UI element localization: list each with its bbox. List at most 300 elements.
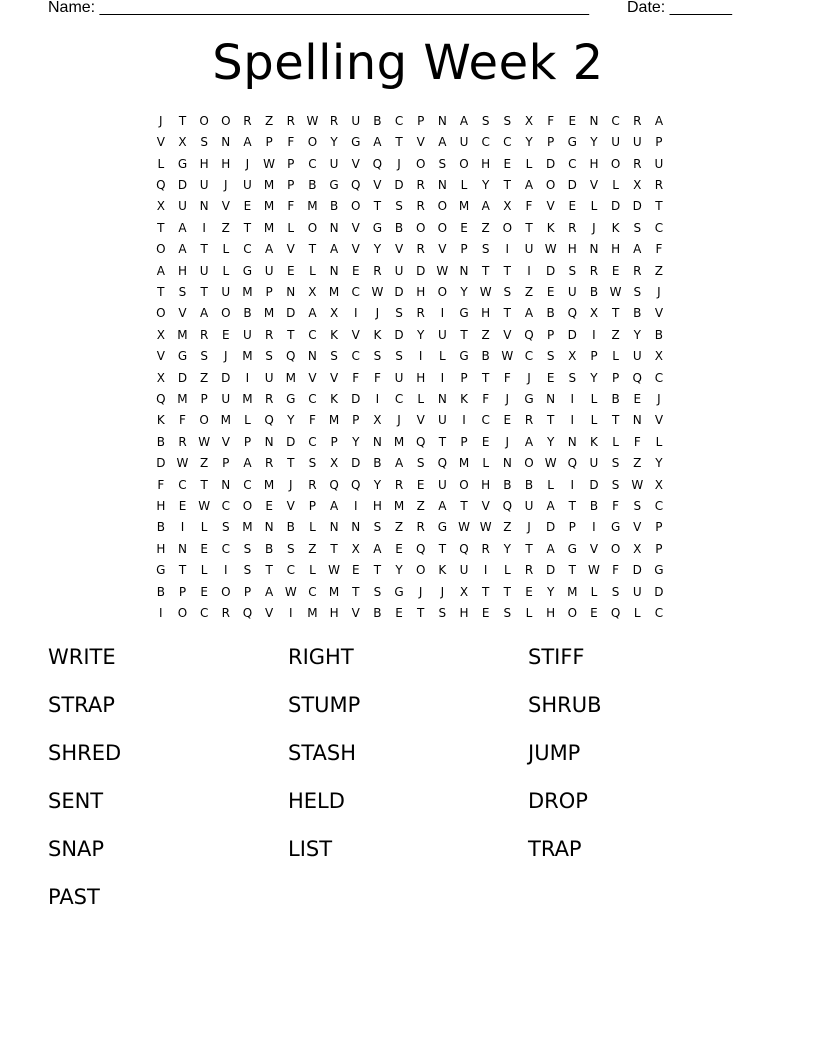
grid-letter: S: [265, 349, 273, 364]
grid-letter: N: [567, 434, 577, 449]
grid-letter: H: [459, 606, 469, 621]
word-list-item: STRAP: [48, 693, 115, 717]
grid-letter: T: [308, 242, 317, 257]
grid-letter: T: [525, 541, 533, 556]
grid-letter: E: [395, 541, 403, 556]
grid-letter: F: [612, 499, 620, 514]
grid-letter: E: [590, 606, 598, 621]
grid-letter: P: [222, 456, 230, 471]
grid-letter: V: [308, 370, 317, 385]
grid-letter: T: [568, 499, 576, 514]
grid-letter: S: [243, 563, 252, 578]
grid-row: [150, 174, 670, 195]
grid-letter: T: [438, 541, 447, 556]
grid-letter: E: [395, 606, 403, 621]
grid-letter: Y: [482, 177, 490, 192]
grid-letter: H: [156, 499, 166, 514]
grid-letter: U: [611, 135, 620, 150]
grid-letter: Y: [655, 456, 663, 471]
grid-letter: I: [202, 220, 206, 235]
grid-letter: V: [178, 306, 187, 321]
grid-letter: G: [351, 135, 361, 150]
grid-letter: I: [592, 327, 596, 342]
grid-letter: F: [157, 477, 165, 492]
grid-letter: B: [654, 327, 664, 342]
grid-letter: X: [351, 541, 360, 556]
grid-letter: L: [157, 156, 165, 171]
grid-letter: P: [265, 135, 273, 150]
grid-letter: V: [546, 199, 555, 214]
grid-letter: X: [568, 349, 577, 364]
grid-letter: G: [329, 177, 339, 192]
grid-letter: Y: [590, 135, 598, 150]
grid-letter: M: [177, 391, 188, 406]
grid-letter: I: [570, 477, 575, 492]
grid-letter: T: [482, 263, 490, 278]
grid-letter: T: [460, 327, 468, 342]
grid-letter: T: [611, 306, 620, 321]
grid-letter: D: [177, 177, 188, 192]
grid-letter: R: [329, 113, 339, 128]
grid-letter: C: [568, 156, 577, 171]
grid-letter: M: [458, 456, 470, 471]
grid-letter: N: [221, 477, 231, 492]
grid-letter: D: [610, 199, 621, 214]
grid-letter: L: [503, 563, 511, 578]
grid-letter: O: [415, 156, 426, 171]
grid-letter: C: [654, 606, 664, 621]
grid-letter: D: [632, 563, 642, 578]
grid-letter: U: [524, 242, 534, 257]
grid-row: [150, 453, 670, 474]
grid-letter: I: [375, 391, 380, 406]
grid-letter: W: [198, 434, 211, 449]
grid-letter: F: [287, 199, 295, 214]
grid-letter: G: [437, 520, 448, 535]
grid-letter: L: [590, 199, 598, 214]
grid-letter: Z: [308, 541, 317, 556]
grid-letter: H: [567, 242, 577, 257]
grid-letter: J: [527, 520, 531, 535]
grid-letter: D: [654, 584, 664, 599]
grid-letter: S: [546, 349, 555, 364]
grid-letter: R: [633, 263, 642, 278]
grid-letter: E: [286, 263, 295, 278]
word-list-item: SHRED: [48, 741, 122, 765]
grid-letter: A: [200, 306, 209, 321]
grid-letter: E: [568, 199, 577, 214]
grid-letter: Z: [503, 520, 512, 535]
grid-letter: V: [416, 135, 425, 150]
grid-letter: V: [503, 327, 512, 342]
grid-letter: V: [351, 220, 360, 235]
grid-letter: F: [352, 370, 360, 385]
grid-letter: E: [460, 220, 468, 235]
grid-letter: V: [156, 135, 165, 150]
grid-letter: N: [199, 199, 209, 214]
word-list-item: LIST: [288, 837, 333, 861]
grid-letter: Y: [395, 563, 403, 578]
grid-letter: D: [177, 370, 188, 385]
grid-letter: A: [156, 263, 165, 278]
grid-letter: U: [199, 177, 209, 192]
grid-letter: Z: [524, 284, 534, 299]
grid-letter: C: [394, 391, 404, 406]
grid-letter: O: [156, 306, 166, 321]
grid-letter: F: [373, 370, 381, 385]
grid-letter: U: [264, 263, 274, 278]
grid-letter: I: [462, 413, 466, 428]
grid-letter: X: [654, 477, 664, 492]
grid-letter: D: [286, 306, 296, 321]
grid-letter: W: [479, 520, 492, 535]
grid-letter: R: [221, 606, 230, 621]
grid-letter: T: [200, 242, 208, 257]
grid-letter: C: [308, 434, 317, 449]
grid-letter: P: [330, 434, 338, 449]
grid-letter: V: [589, 541, 599, 556]
grid-letter: W: [328, 563, 341, 578]
grid-letter: N: [329, 520, 339, 535]
grid-letter: G: [286, 391, 296, 406]
grid-letter: S: [395, 199, 403, 214]
grid-letter: E: [481, 606, 490, 621]
grid-letter: A: [394, 456, 404, 471]
grid-letter: W: [501, 349, 514, 364]
grid-letter: S: [330, 349, 338, 364]
grid-letter: O: [351, 199, 361, 214]
grid-letter: J: [527, 370, 531, 385]
grid-letter: R: [286, 113, 295, 128]
grid-letter: S: [416, 456, 425, 471]
grid-letter: B: [611, 391, 620, 406]
grid-letter: R: [524, 413, 534, 428]
grid-letter: P: [243, 584, 252, 599]
grid-letter: V: [156, 349, 165, 364]
grid-letter: R: [524, 563, 534, 578]
grid-letter: W: [436, 263, 449, 278]
grid-letter: S: [308, 456, 317, 471]
grid-letter: Z: [416, 499, 425, 514]
grid-letter: A: [329, 242, 339, 257]
grid-letter: I: [440, 306, 445, 321]
grid-row: [150, 281, 670, 302]
grid-letter: I: [245, 370, 250, 385]
grid-letter: H: [177, 263, 187, 278]
grid-row: [150, 196, 670, 217]
date-field-label: Date: _______: [627, 0, 732, 16]
grid-letter: A: [524, 434, 534, 449]
grid-letter: C: [654, 220, 664, 235]
name-field-label: Name: _______________________________________________________: [48, 0, 589, 16]
grid-letter: C: [308, 327, 317, 342]
grid-letter: N: [264, 434, 274, 449]
grid-letter: Q: [502, 499, 513, 514]
grid-letter: T: [395, 135, 403, 150]
grid-letter: H: [416, 370, 426, 385]
grid-letter: B: [481, 349, 490, 364]
grid-letter: R: [199, 327, 209, 342]
grid-letter: L: [590, 391, 598, 406]
grid-letter: T: [460, 499, 468, 514]
grid-letter: Q: [567, 456, 578, 471]
grid-letter: X: [633, 541, 642, 556]
grid-letter: H: [199, 156, 209, 171]
grid-letter: U: [264, 370, 274, 385]
grid-letter: G: [394, 584, 404, 599]
grid-letter: L: [460, 177, 468, 192]
grid-letter: L: [547, 477, 554, 492]
grid-letter: P: [200, 391, 208, 406]
grid-letter: N: [589, 242, 599, 257]
grid-letter: T: [438, 434, 447, 449]
grid-letter: S: [373, 584, 382, 599]
grid-letter: T: [178, 113, 187, 128]
grid-letter: Q: [459, 541, 469, 556]
grid-row: [150, 303, 670, 324]
grid-letter: Z: [654, 263, 664, 278]
grid-letter: L: [590, 584, 598, 599]
grid-letter: R: [589, 263, 599, 278]
grid-letter: F: [547, 113, 555, 128]
grid-letter: Q: [351, 177, 361, 192]
grid-letter: S: [611, 584, 620, 599]
grid-letter: L: [590, 413, 598, 428]
grid-letter: K: [546, 220, 555, 235]
grid-letter: I: [224, 563, 228, 578]
grid-letter: O: [199, 413, 209, 428]
grid-letter: G: [459, 349, 469, 364]
grid-letter: N: [351, 520, 361, 535]
grid-letter: L: [612, 177, 619, 192]
grid-letter: Z: [481, 220, 490, 235]
grid-letter: U: [199, 263, 209, 278]
grid-letter: A: [546, 541, 555, 556]
grid-letter: L: [222, 242, 230, 257]
grid-letter: M: [328, 584, 340, 599]
grid-letter: U: [567, 284, 577, 299]
grid-letter: L: [309, 263, 316, 278]
grid-letter: C: [503, 135, 512, 150]
grid-letter: V: [416, 413, 425, 428]
grid-letter: C: [524, 349, 534, 364]
grid-letter: P: [655, 520, 663, 535]
grid-letter: N: [437, 113, 447, 128]
grid-letter: I: [592, 520, 596, 535]
grid-letter: S: [373, 520, 382, 535]
grid-letter: P: [547, 327, 555, 342]
grid-letter: R: [264, 391, 274, 406]
grid-letter: A: [373, 541, 382, 556]
grid-letter: T: [611, 413, 620, 428]
grid-letter: Z: [200, 456, 209, 471]
grid-letter: C: [394, 113, 404, 128]
grid-letter: H: [221, 156, 231, 171]
grid-letter: H: [481, 156, 491, 171]
grid-letter: W: [263, 156, 276, 171]
grid-letter: W: [371, 284, 384, 299]
grid-letter: U: [329, 156, 339, 171]
grid-letter: V: [589, 177, 599, 192]
grid-letter: U: [243, 177, 252, 192]
grid-letter: A: [438, 135, 447, 150]
grid-letter: D: [351, 456, 361, 471]
grid-letter: I: [440, 370, 445, 385]
grid-letter: V: [654, 413, 664, 428]
grid-letter: P: [265, 284, 273, 299]
grid-letter: P: [460, 370, 468, 385]
grid-letter: M: [285, 370, 296, 385]
grid-letter: O: [242, 499, 253, 514]
grid-letter: X: [178, 135, 187, 150]
grid-letter: H: [481, 306, 491, 321]
grid-letter: P: [178, 584, 187, 599]
word-list-item: RIGHT: [288, 645, 354, 669]
grid-letter: X: [524, 113, 534, 128]
grid-letter: F: [503, 370, 511, 385]
grid-letter: N: [437, 391, 447, 406]
grid-letter: X: [156, 327, 165, 342]
grid-letter: O: [437, 284, 448, 299]
grid-letter: I: [159, 606, 163, 621]
grid-letter: E: [351, 563, 360, 578]
grid-letter: X: [156, 370, 165, 385]
grid-letter: U: [437, 477, 447, 492]
grid-letter: I: [505, 242, 510, 257]
grid-letter: B: [308, 177, 317, 192]
header: [48, 0, 748, 20]
grid-letter: U: [632, 135, 642, 150]
grid-letter: S: [395, 349, 403, 364]
grid-letter: C: [178, 477, 187, 492]
grid-letter: C: [351, 349, 360, 364]
grid-letter: P: [460, 242, 468, 257]
grid-letter: E: [611, 263, 620, 278]
grid-letter: Y: [633, 327, 641, 342]
grid-letter: W: [588, 563, 600, 578]
word-list-item: PAST: [48, 885, 100, 909]
grid-letter: V: [265, 606, 274, 621]
grid-letter: M: [263, 199, 275, 214]
grid-row: [150, 260, 670, 281]
grid-letter: F: [612, 563, 620, 578]
grid-letter: L: [417, 391, 425, 406]
grid-letter: Q: [437, 456, 448, 471]
grid-letter: E: [481, 434, 490, 449]
grid-row: [150, 238, 670, 259]
grid-letter: R: [416, 306, 425, 321]
grid-letter: C: [199, 606, 209, 621]
grid-letter: D: [221, 370, 231, 385]
grid-letter: I: [353, 499, 358, 514]
grid-letter: O: [459, 477, 469, 492]
grid-letter: B: [503, 477, 512, 492]
grid-letter: C: [654, 499, 664, 514]
grid-letter: J: [288, 477, 293, 492]
grid-letter: Z: [264, 113, 274, 128]
grid-letter: U: [243, 327, 252, 342]
grid-letter: D: [546, 263, 556, 278]
grid-letter: R: [481, 541, 490, 556]
grid-letter: E: [546, 370, 555, 385]
grid-letter: A: [524, 306, 534, 321]
grid-letter: B: [286, 520, 295, 535]
grid-letter: B: [264, 541, 274, 556]
grid-letter: N: [459, 263, 469, 278]
grid-letter: M: [328, 413, 340, 428]
grid-letter: T: [482, 584, 490, 599]
grid-letter: O: [221, 113, 231, 128]
grid-letter: Y: [546, 434, 555, 449]
grid-letter: T: [157, 284, 165, 299]
grid-letter: A: [178, 220, 187, 235]
grid-letter: C: [308, 584, 317, 599]
grid-letter: I: [353, 306, 358, 321]
grid-letter: G: [567, 541, 577, 556]
grid-letter: U: [524, 499, 534, 514]
grid-letter: A: [459, 113, 469, 128]
grid-letter: P: [308, 499, 317, 514]
grid-letter: A: [633, 242, 642, 257]
grid-letter: T: [352, 584, 360, 599]
grid-letter: S: [438, 606, 447, 621]
grid-letter: C: [481, 413, 490, 428]
grid-letter: P: [352, 413, 360, 428]
word-list-item: STUMP: [288, 693, 361, 717]
grid-letter: Z: [221, 220, 230, 235]
grid-letter: I: [570, 413, 575, 428]
grid-letter: J: [159, 113, 163, 128]
grid-letter: B: [546, 306, 555, 321]
grid-letter: T: [482, 370, 490, 385]
grid-letter: G: [567, 135, 577, 150]
grid-letter: O: [415, 220, 426, 235]
grid-letter: S: [438, 156, 447, 171]
grid-letter: E: [525, 584, 533, 599]
grid-letter: B: [373, 456, 382, 471]
grid-letter: T: [546, 413, 555, 428]
grid-row: [150, 602, 670, 623]
grid-letter: U: [437, 327, 447, 342]
grid-letter: S: [633, 499, 642, 514]
grid-letter: Y: [417, 327, 425, 342]
grid-row: [150, 345, 670, 366]
grid-letter: H: [329, 606, 339, 621]
grid-letter: U: [632, 584, 642, 599]
grid-letter: J: [657, 391, 661, 406]
word-search-grid: [150, 110, 670, 624]
grid-letter: L: [200, 520, 208, 535]
grid-letter: Y: [287, 413, 295, 428]
grid-letter: W: [198, 499, 211, 514]
grid-letter: P: [568, 520, 576, 535]
grid-letter: K: [611, 220, 620, 235]
grid-letter: Y: [525, 135, 533, 150]
word-list-item: TRAP: [528, 837, 582, 861]
grid-letter: A: [654, 113, 664, 128]
grid-letter: R: [243, 113, 252, 128]
grid-letter: M: [393, 434, 405, 449]
grid-letter: V: [394, 242, 404, 257]
grid-letter: V: [351, 156, 360, 171]
grid-letter: G: [372, 220, 383, 235]
grid-letter: B: [394, 220, 404, 235]
grid-letter: S: [395, 306, 403, 321]
grid-letter: C: [351, 284, 360, 299]
grid-letter: R: [416, 177, 425, 192]
grid-letter: E: [222, 327, 230, 342]
grid-letter: W: [609, 284, 622, 299]
